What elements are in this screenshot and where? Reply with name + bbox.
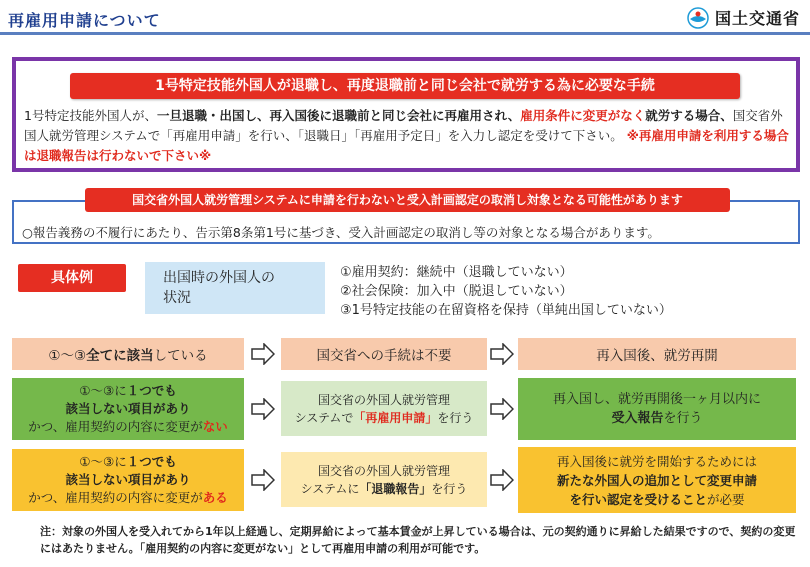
resume-work: [518, 338, 796, 370]
text-line: [301, 480, 468, 498]
text-run: 「再雇用申請」: [353, 410, 438, 425]
text-run: している: [153, 348, 208, 364]
text-line: [557, 471, 757, 490]
text-run: ない: [202, 419, 228, 434]
text-run: 国交省の外国人就労管理: [317, 392, 450, 407]
text-run: 新たな外国人の追加として変更申請: [556, 472, 757, 488]
condition-item: ②社会保険：加入中（脱退していない）: [340, 284, 573, 299]
mlit-logo-icon: [687, 7, 709, 29]
page-title: 再雇用申請について: [8, 11, 161, 30]
text-run: を行う: [431, 481, 468, 496]
text-run: 再入国後、就労再開: [596, 348, 718, 364]
text-run: 該当しない項目があり: [65, 401, 191, 416]
text-run: を行う: [663, 411, 703, 426]
org-logo: [687, 6, 800, 29]
foreigner-status-line2: 状況: [163, 290, 191, 306]
text-run: 就労する場合、: [645, 108, 733, 123]
text-run: 「退職報告」: [359, 481, 432, 496]
foreigner-status-line1: 出国時の外国人の: [163, 270, 275, 286]
text-line: [318, 391, 450, 409]
case-all-applicable: [12, 338, 244, 370]
text-line: [611, 409, 702, 428]
text-line: [569, 490, 744, 509]
text-run: ①～③に: [79, 383, 127, 398]
text-line: [596, 344, 718, 364]
text-run: を行う: [437, 410, 474, 425]
text-line: [317, 344, 452, 364]
conditions-list: [340, 263, 672, 320]
text-run: が必要: [707, 491, 745, 507]
condition-item: ①雇用契約：継続中（退職していない）: [340, 265, 573, 280]
text-run: ※再雇用申請を利用する場合は退職報告は行わないで下さい※: [24, 128, 789, 163]
text-line: [48, 344, 207, 364]
text-line: [553, 390, 761, 409]
notice-body: [24, 106, 794, 166]
text-run: 一旦退職・出国し、再入国後に退職前と同じ会社に再雇用され、: [156, 108, 521, 123]
text-run: 再入国後に就労を開始するためには: [556, 453, 757, 469]
text-run: 1号特定技能外国人が、: [24, 108, 157, 123]
right-arrow-icon: [490, 343, 514, 365]
warning-title: 国交省外国人就労管理システムに申請を行わないと受入計画認定の取消し対象となる可能性があります: [85, 188, 730, 212]
text-run: かつ、雇用契約の内容に変更が: [28, 419, 203, 434]
text-run: 国交省への手続は不要: [316, 348, 452, 364]
text-run: 注：対象の外国人を受入れてから1年以上経過し、定期昇給によって基本賃金が上昇している場合は、元の契約通りに昇給した結果ですので、契約の変更にはあたりません。「雇用契約の内容に変更がない」として再雇用申請の利用が可能です。: [40, 525, 796, 555]
right-arrow-icon: [251, 398, 275, 420]
text-run: 再入国し、就労再開後一ヶ月以内に: [552, 392, 761, 407]
right-arrow-icon: [490, 398, 514, 420]
procedure-not-needed: [281, 338, 487, 370]
text-line: [28, 418, 228, 436]
text-run: かつ、雇用契約の内容に変更が: [28, 490, 203, 505]
text-line: [28, 489, 228, 507]
text-run: 受入報告: [611, 411, 664, 426]
org-name: 国土交通省: [714, 9, 800, 28]
text-line: [295, 409, 474, 427]
text-line: [65, 400, 190, 418]
text-run: ①～③: [48, 348, 87, 364]
case-contract-change: [12, 449, 244, 511]
text-run: システムに: [300, 481, 360, 496]
text-run: システムで: [294, 410, 354, 425]
example-tag: 具体例: [18, 264, 126, 292]
notice-title: 1号特定技能外国人が退職し、再度退職前と同じ会社で就労する為に必要な手続: [70, 73, 740, 99]
right-arrow-icon: [251, 343, 275, 365]
text-line: [318, 462, 450, 480]
header-divider: [0, 32, 810, 35]
text-run: 該当しない項目があり: [65, 472, 191, 487]
rehire-application-step: [281, 381, 487, 436]
text-run: を行い認定を受けること: [569, 491, 707, 507]
foreigner-status-box: [145, 262, 325, 314]
acceptance-report-step: [518, 378, 796, 440]
case-no-contract-change: [12, 378, 244, 440]
text-run: ①～③に: [79, 454, 127, 469]
text-run: 雇用条件に変更がなく: [520, 108, 646, 123]
change-application-step: [518, 447, 796, 513]
text-line: [557, 452, 757, 471]
text-run: ある: [202, 490, 228, 505]
text-line: [79, 382, 176, 400]
text-run: 国交省の外国人就労管理: [317, 463, 450, 478]
warning-body: ○報告義務の不履行にあたり、告示第8条第1号に基づき、受入計画認定の取消し等の対象となる場合があります。: [22, 225, 660, 240]
text-run: 国交省外国人就労管理システムで「再雇用申請」を行い、「退職日」「再雇用予定日」を入力し認定を受けて下さい。: [24, 108, 783, 143]
right-arrow-icon: [490, 469, 514, 491]
text-run: 全てに該当: [86, 348, 154, 364]
text-run: １つでも: [126, 383, 177, 398]
text-line: [65, 471, 190, 489]
footnote: [40, 523, 800, 557]
text-run: １つでも: [126, 454, 177, 469]
retirement-report-step: [281, 452, 487, 507]
right-arrow-icon: [251, 469, 275, 491]
condition-item: ③1号特定技能の在留資格を保持（単純出国していない）: [340, 303, 672, 318]
text-line: [79, 453, 176, 471]
